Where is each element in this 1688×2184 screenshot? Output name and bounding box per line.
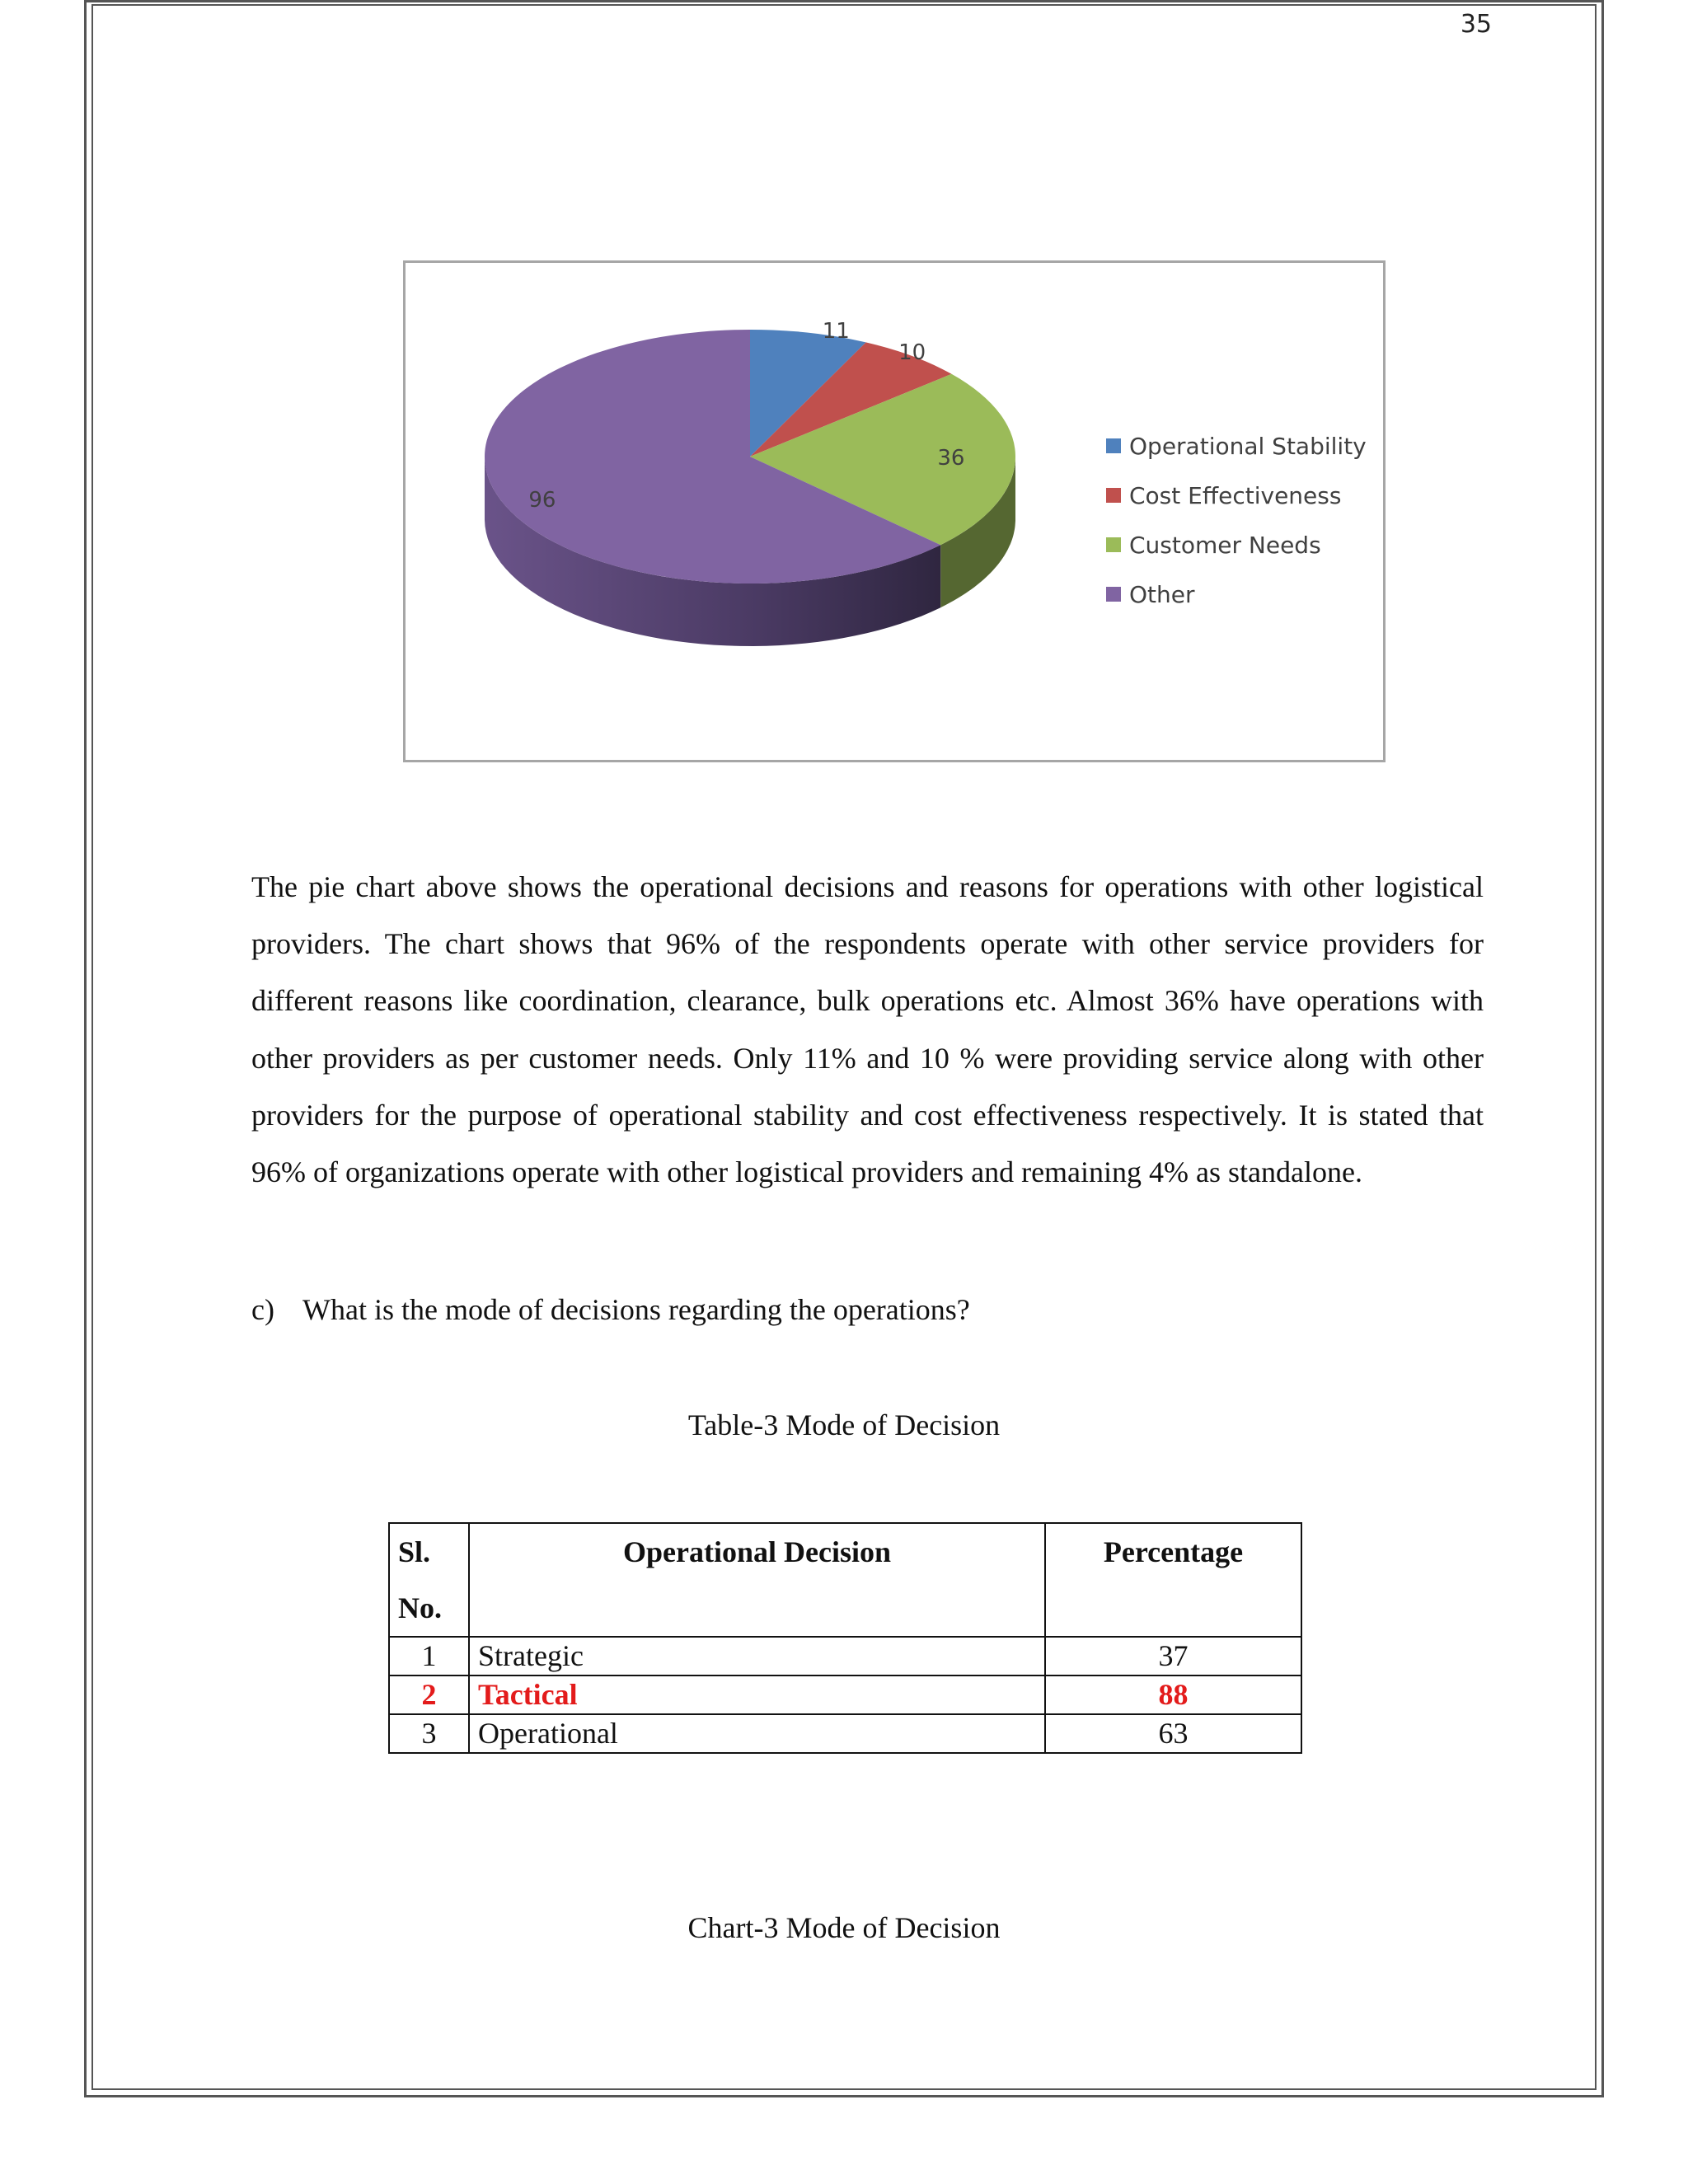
question-item bbox=[251, 1292, 970, 1327]
legend-item bbox=[1106, 520, 1367, 569]
question-marker: c) bbox=[251, 1293, 274, 1326]
cell-percentage: 88 bbox=[1045, 1675, 1301, 1714]
pie-data-label: 36 bbox=[937, 445, 965, 471]
legend-item bbox=[1106, 471, 1367, 520]
legend-label: Cost Effectiveness bbox=[1129, 481, 1342, 509]
cell-decision: Tactical bbox=[469, 1675, 1045, 1714]
header-operational-decision: Operational Decision bbox=[469, 1523, 1045, 1637]
legend-label: Other bbox=[1129, 580, 1195, 608]
legend-label: Customer Needs bbox=[1129, 531, 1321, 559]
page-number: 35 bbox=[1460, 10, 1492, 39]
pie-data-label: 96 bbox=[528, 488, 556, 513]
pie-data-label: 11 bbox=[822, 318, 850, 344]
cell-sl: 3 bbox=[389, 1714, 469, 1753]
chart-caption: Chart-3 Mode of Decision bbox=[687, 1911, 1001, 1944]
legend-label: Operational Stability bbox=[1129, 432, 1367, 460]
table-caption: Table-3 Mode of Decision bbox=[687, 1408, 1001, 1441]
cell-sl: 2 bbox=[389, 1675, 469, 1714]
question-text: What is the mode of decisions regarding the operations? bbox=[302, 1293, 970, 1326]
mode-of-decision-table bbox=[388, 1522, 1302, 1754]
table-header-row bbox=[389, 1523, 1301, 1637]
pie-data-label: 10 bbox=[898, 340, 926, 366]
body-paragraph: The pie chart above shows the operational decisions and reasons for operations with other logistical providers. The chart shows that 96% of the respondents operate with other service providers for different reasons like coordination, clearance, bulk operations etc. Almost 36% have operations with other providers as per customer needs. Only 11% and 10 % were providing service along with other providers for the purpose of operational stability and cost effectiveness respectively. It is stated that 96% of organizations operate with other logistical providers and remaining 4% as standalone. bbox=[251, 870, 1484, 1189]
table-row bbox=[389, 1714, 1301, 1753]
cell-decision: Operational bbox=[469, 1714, 1045, 1753]
legend-swatch bbox=[1106, 587, 1121, 602]
table-row bbox=[389, 1637, 1301, 1675]
legend-item bbox=[1106, 569, 1367, 619]
chart-legend bbox=[1106, 421, 1367, 619]
header-percentage: Percentage bbox=[1045, 1523, 1301, 1637]
pie-chart bbox=[403, 260, 1386, 762]
cell-percentage: 63 bbox=[1045, 1714, 1301, 1753]
cell-decision: Strategic bbox=[469, 1637, 1045, 1675]
legend-swatch bbox=[1106, 537, 1121, 552]
legend-swatch bbox=[1106, 438, 1121, 453]
legend-swatch bbox=[1106, 488, 1121, 503]
table-row bbox=[389, 1675, 1301, 1714]
cell-sl: 1 bbox=[389, 1637, 469, 1675]
legend-item bbox=[1106, 421, 1367, 471]
header-sl-no: Sl. No. bbox=[389, 1523, 469, 1637]
cell-percentage: 37 bbox=[1045, 1637, 1301, 1675]
